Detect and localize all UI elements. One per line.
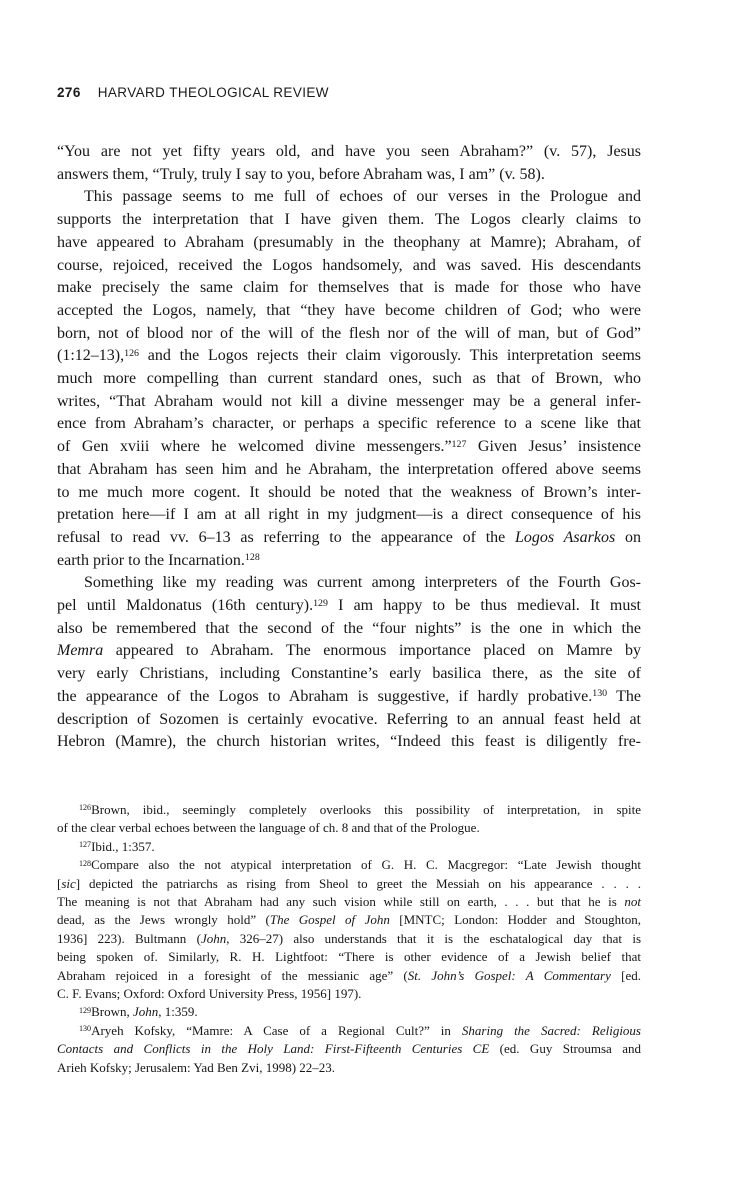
footnotes-block <box>57 801 641 1077</box>
paragraph <box>57 141 641 186</box>
footnote-marker: 128 <box>244 552 260 564</box>
footnote-marker: 129 <box>79 1005 92 1015</box>
text-line: make precisely the same claim for themselves that is made for those who have <box>57 279 641 297</box>
text-line: Contacts and Conflicts in the Holy Land: First-Fifteenth Centuries CE (ed. Guy Stroumsa and <box>57 1041 641 1057</box>
paragraph <box>57 1003 641 1021</box>
text-line: Something like my reading was current among interpreters of the Fourth Gos- <box>84 574 641 592</box>
text-line: very early Christians, including Constantine’s early basilica there, as the site of <box>57 665 641 683</box>
text-line: refusal to read vv. 6–13 as referring to the appearance of the Logos Asarkos on <box>57 528 642 546</box>
paragraph <box>57 838 641 856</box>
text-line: accepted the Logos, namely, that “they have become children of God; who were <box>57 301 641 319</box>
footnote-marker: 126 <box>79 803 92 813</box>
text-line: answers them, “Truly, truly I say to you, before Abraham was, I am” (v. 58). <box>57 165 545 183</box>
text-line: have appeared to Abraham (presumably in the theophany at Mamre); Abraham, of <box>57 233 641 251</box>
paragraph <box>57 572 641 754</box>
text-line: being spoken of. Similarly, R. H. Lightfoot: “There is other evidence of a Jewish belief that <box>57 949 641 965</box>
text-line: Abraham rejoiced in a foresight of the messianic age” (St. John’s Gospel: A Commentary [ed. <box>57 967 641 983</box>
text-line: [sic] depicted the patriarchs as rising from Sheol to greet the Messiah on his appearance . . . . <box>57 875 641 891</box>
paragraph <box>57 856 641 1003</box>
footnote-marker: 130 <box>592 688 608 700</box>
paragraph <box>57 186 641 572</box>
text-line: of Gen xviii where he welcomed divine messengers.”$^{127}$ Given Jesus’ insistence <box>57 438 641 456</box>
text-line: earth prior to the Incarnation.$^{128}$ <box>57 551 260 569</box>
text-line: The meaning is not that Abraham had any such vision while still on earth, . . . but that he is not <box>57 894 641 910</box>
footnote-marker: 126 <box>124 347 139 359</box>
footnote-marker: 128 <box>79 858 92 868</box>
page-number: 276 <box>57 85 81 100</box>
text-line: This passage seems to me full of echoes of our verses in the Prologue and <box>84 188 641 206</box>
text-line: also be remembered that the second of the “four nights” is the one in which the <box>57 619 641 637</box>
text-line: $^{130}$Aryeh Kofsky, “Mamre: A Case of a Regional Cult?” in Sharing the Sacred: Religious <box>79 1022 641 1038</box>
text-line: supports the interpretation that I have given them. The Logos clearly claims to <box>57 211 641 229</box>
text-line: pel until Maldonatus (16th century).$^{129}$ I am happy to be thus medieval. It must <box>57 597 641 615</box>
text-line: to me much more cogent. It should be noted that the weakness of Brown’s inter- <box>57 483 641 501</box>
text-line: Memra appeared to Abraham. The enormous importance placed on Mamre by <box>57 642 641 660</box>
text-line: C. F. Evans; Oxford: Oxford University Press, 1956] 197). <box>57 986 362 1002</box>
text-line: Hebron (Mamre), the church historian writes, “Indeed this feast is diligently fre- <box>57 733 641 751</box>
text-line: $^{128}$Compare also the not atypical interpretation of G. H. C. Macgregor: “Late Jewish thought <box>79 857 641 873</box>
text-line: the appearance of the Logos to Abraham is suggestive, if hardly probative.$^{130}$ The <box>57 687 641 705</box>
text-line: of the clear verbal echoes between the language of ch. 8 and that of the Prologue. <box>57 820 480 836</box>
text-line: writes, “That Abraham would not kill a divine messenger may be a general infer- <box>57 392 641 410</box>
text-line: (1:12–13),$^{126}$ and the Logos rejects their claim vigorously. This interpretation seems <box>57 347 641 365</box>
text-line: $^{129}$Brown, John, 1:359. <box>79 1004 198 1020</box>
text-line: dead, as the Jews wrongly hold” (The Gospel of John [MNTC; London: Hodder and Stoughton, <box>57 912 641 928</box>
footnote-marker: 127 <box>79 840 92 850</box>
footnote-marker: 127 <box>451 438 467 450</box>
text-line: ence from Abraham’s character, or perhaps a specific reference to a scene like that <box>57 415 641 433</box>
body-text <box>57 141 641 754</box>
text-line: 1936] 223). Bultmann (John, 326–27) also understands that it is the eschatalogical day that is <box>57 930 642 946</box>
footnote-marker: 130 <box>79 1024 92 1034</box>
text-line: “You are not yet fifty years old, and have you seen Abraham?” (v. 57), Jesus <box>57 143 641 160</box>
text-line: much more compelling than current standard ones, such as that of Brown, who <box>57 370 641 388</box>
text-line: born, not of blood nor of the will of the flesh nor of the will of man, but of God” <box>57 324 641 342</box>
paragraph <box>57 801 641 838</box>
text-line: Arieh Kofsky; Jerusalem: Yad Ben Zvi, 1998) 22–23. <box>57 1059 336 1075</box>
footnote-marker: 129 <box>313 597 328 609</box>
text-line: $^{127}$Ibid., 1:357. <box>79 838 155 854</box>
paragraph <box>57 1022 641 1077</box>
text-line: description of Sozomen is certainly evocative. Referring to an annual feast held at <box>57 710 641 728</box>
text-line: course, rejoiced, received the Logos handsomely, and was saved. His descendants <box>57 256 641 274</box>
text-line: $^{126}$Brown, ibid., seemingly completely overlooks this possibility of interpretation, in spite <box>79 802 641 817</box>
text-line: pretation here—if I am at all right in my judgment—is a direct consequence of his <box>57 506 641 524</box>
journal-title: HARVARD THEOLOGICAL REVIEW <box>97 85 329 100</box>
text-line: that Abraham has seen him and he Abraham, the interpretation offered above seems <box>57 460 641 478</box>
running-header <box>57 85 329 100</box>
